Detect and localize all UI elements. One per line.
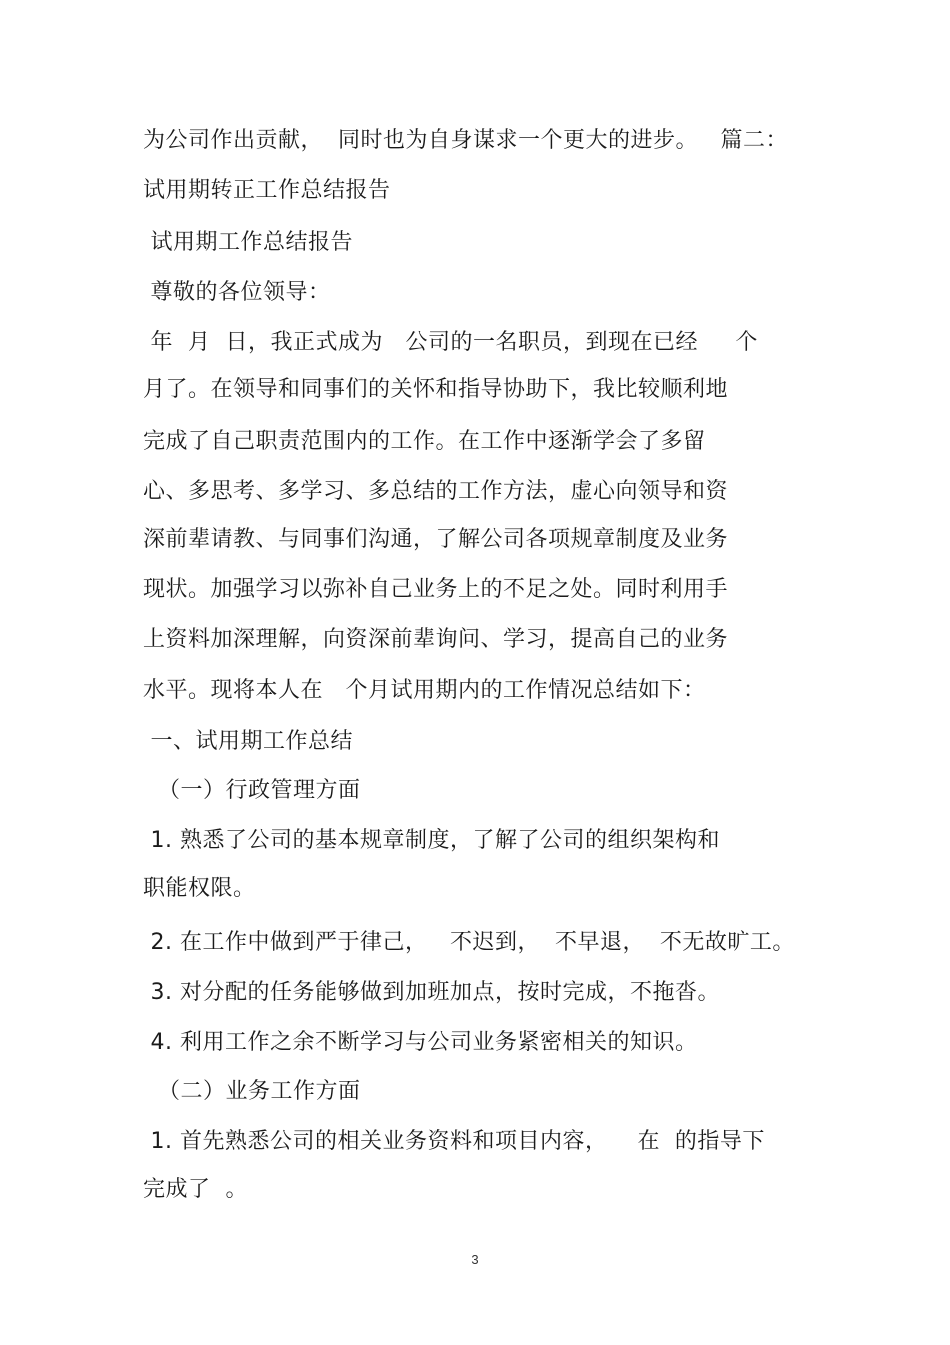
text-line-5: 年 月 日，我正式成为 公司的一名职员，到现在已经 个 [143,330,758,355]
text-line-7: 完成了自己职责范围内的工作。在工作中逐渐学会了多留 [143,429,706,454]
text-line-9: 深前辈请教、与同事们沟通，了解公司各项规章制度及业务 [143,527,729,552]
list-item-5: 1. 首先熟悉公司的相关业务资料和项目内容， 在 的指导下 [143,1129,765,1154]
text-line-6: 月了。在领导和同事们的关怀和指导协助下，我比较顺利地 [143,377,729,402]
text-line-11: 上资料加深理解，向资深前辈询问、学习，提高自己的业务 [143,627,729,652]
text-line-12: 水平。现将本人在 个月试用期内的工作情况总结如下： [143,678,706,703]
list-item-5-cont: 完成了 。 [143,1177,248,1202]
text-line-10: 现状。加强学习以弥补自己业务上的不足之处。同时利用手 [143,577,729,602]
page-number: 3 [471,1252,479,1267]
section-heading-1: 一、试用期工作总结 [143,729,353,754]
list-item-3: 3. 对分配的任务能够做到加班加点，按时完成，不拖沓。 [143,980,720,1005]
text-line-8: 心、多思考、多学习、多总结的工作方法，虚心向领导和资 [143,479,729,504]
subsection-heading-1: （一）行政管理方面 [143,778,361,803]
text-line-1: 为公司作出贡献， 同时也为自身谋求一个更大的进步。 篇二： [143,128,788,153]
list-item-1: 1. 熟悉了公司的基本规章制度，了解了公司的组织架构和 [143,828,720,853]
text-line-3: 试用期工作总结报告 [143,230,353,255]
list-item-2: 2. 在工作中做到严于律己， 不迟到， 不早退， 不无故旷工。 [143,930,795,955]
list-item-1-cont: 职能权限。 [143,876,256,901]
subsection-heading-2: （二）业务工作方面 [143,1079,361,1104]
text-line-2: 试用期转正工作总结报告 [143,178,391,203]
text-line-4: 尊敬的各位领导： [143,280,331,305]
list-item-4: 4. 利用工作之余不断学习与公司业务紧密相关的知识。 [143,1030,698,1055]
